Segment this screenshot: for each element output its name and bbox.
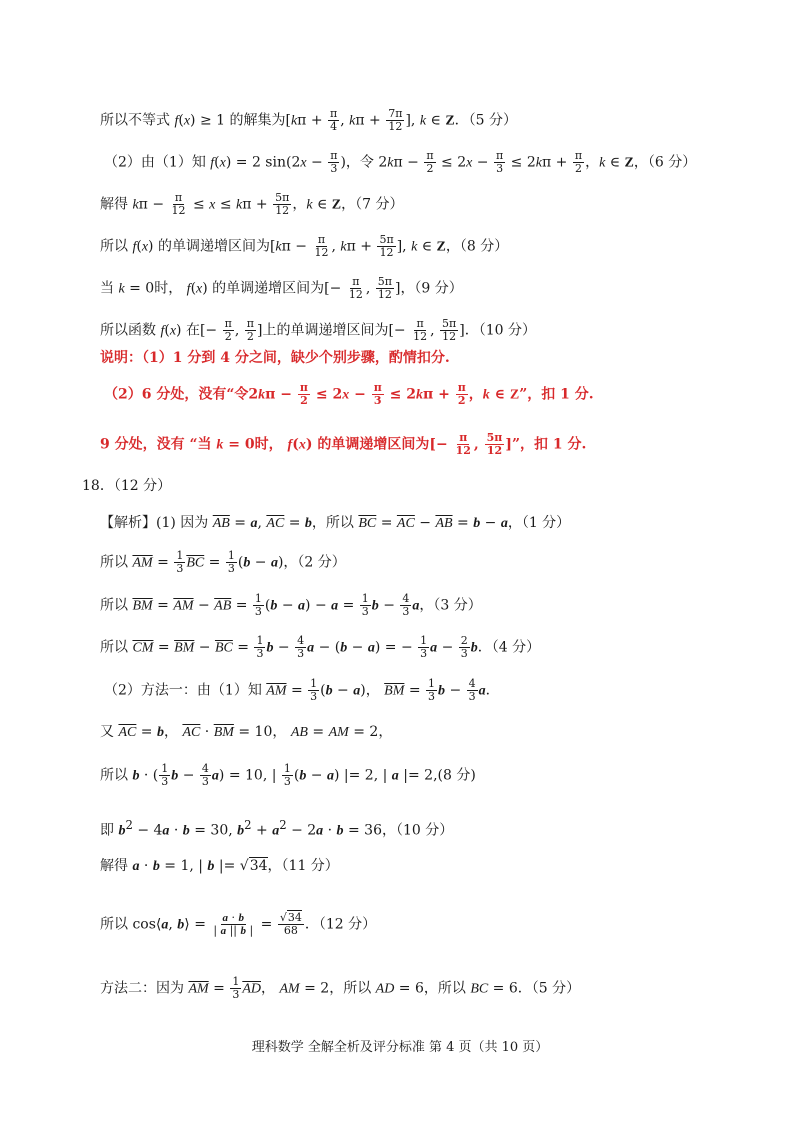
text: 的单调递增区间为 <box>317 436 430 453</box>
text: （8 分） <box>459 238 509 255</box>
solution-line: 【解析】(1) 因为 $\overline{AB} = a$, $\overline{AC} = b$，所以 $\overline{BC} = \overline{AC} - \overline{AB} = b - a$，（1 分） <box>100 515 571 531</box>
text: ，（7 分） <box>341 196 404 213</box>
text: 解得 <box>100 196 128 213</box>
text: ．（10 分） <box>464 322 536 339</box>
text: ．（4 分） <box>477 639 541 656</box>
text: 的单调递增区间为 <box>212 280 325 297</box>
text: 时， <box>254 436 283 453</box>
text: ．（5 分） <box>517 980 581 997</box>
text: ，所以 <box>423 980 466 997</box>
question-number: 18．（12 分） <box>82 478 172 494</box>
text: 所以 <box>100 916 128 933</box>
solution-line: 所以 $\overline{BM} = \overline{AM} - \overline{AB}$ = $\frac{1}{3}$ (b − a) − a = $\frac{1}{3}$ b − $\frac{4}{3}$ a，（3 分） <box>100 592 482 618</box>
solution-line: 解得 kπ − $\frac{\pi}{12}$ ≤ x ≤ kπ + $\frac{5\pi}{12}$ ，k ∈ Z，（7 分） <box>100 191 404 217</box>
text: ，（10 分） <box>381 822 454 839</box>
text: 时， <box>154 280 183 297</box>
text: 方法二：因为 <box>100 980 184 997</box>
text: 在 <box>185 322 200 339</box>
solution-line: （2）由（1）知 f(x) = 2 sin(2x − $\frac{\pi}{3}$ )，令 2kπ − $\frac{\pi}{2}$ ≤ 2x − $\frac{\pi}{3}$ ≤ 2kπ + $\frac{\pi}{2}$ ，k ∈ Z，（6 分） <box>104 149 697 175</box>
text: ”，扣 1 分. <box>511 436 587 453</box>
text: ”，扣 1 分. <box>519 386 594 403</box>
text: ，令 <box>345 154 374 171</box>
text: 所以不等式 <box>100 112 170 129</box>
text: （2）6 分处，没有“令 <box>104 386 249 403</box>
text: ,(8 分) <box>433 767 476 784</box>
text: （2）由（1）知 <box>104 154 206 171</box>
text: 的单调递增区间为 <box>157 238 270 255</box>
text: 9 分处，没有 “当 <box>100 436 212 453</box>
text: 解得 <box>100 858 128 874</box>
page-footer: 理科数学 全解全析及评分标准 第 4 页（共 10 页） <box>251 1040 549 1055</box>
text: 所以函数 <box>100 322 156 339</box>
text: ， <box>365 682 380 699</box>
solution-line: 即 $b^2 - 4a \cdot b = 30$, $b^2 + a^2 - 2a \cdot b = 36$，（10 分） <box>100 818 454 839</box>
grading-note: 9 分处，没有 “当 k = 0时， f(x) 的单调递增区间为[− $\frac{\pi}{12}$ , $\frac{5\pi}{12}$ ]”，扣 1 分. <box>100 431 587 457</box>
text: ， <box>260 980 275 997</box>
text: （2）方法一：由（1）知 <box>104 682 262 699</box>
text: 所以 <box>100 767 128 784</box>
text: ，（11 分） <box>267 858 339 874</box>
solution-line: 所以不等式 f(x) ≥ 1 的解集为[kπ + $\frac{\pi}{4}$ , kπ + $\frac{7\pi}{12}$ ], k ∈ Z．（5 分） <box>100 107 518 133</box>
text: ，所以 <box>311 515 354 531</box>
text: ，所以 <box>329 980 372 997</box>
solution-line: 所以 $\overline{CM} = \overline{BM} - \overline{BC}$ = $\frac{1}{3}$ b − $\frac{4}{3}$ a − (b − a) = − $\frac{1}{3}$ a − $\frac{2}{3}$ b．（4 分） <box>100 634 541 660</box>
text: 即 <box>100 822 114 839</box>
solution-line: 解得 a · b = 1, | b |= √34，（11 分） <box>100 858 339 874</box>
text: 所以 <box>100 597 128 614</box>
solution-line: 所以 b · ( $\frac{1}{3}$ b − $\frac{4}{3}$ a) = 10, | $\frac{1}{3}$ (b − a) |= 2, | a |= 2,(8 分) <box>100 762 476 788</box>
text: ，（6 分） <box>633 154 697 171</box>
solution-line: 方法二：因为 $\overline{AM}$ = $\frac{1}{3}$ $\overline{AD}$， AM = 2，所以 AD = 6，所以 BC = 6．（5 分） <box>100 975 581 1001</box>
text: 【解析】(1) 因为 <box>100 515 209 531</box>
solution-line: （2）方法一：由（1）知 $\overline{AM}$ = $\frac{1}{3}$ (b − a)， $\overline{BM}$ = $\frac{1}{3}$ b − $\frac{4}{3}$ a． <box>104 677 500 703</box>
text: 所以 <box>100 639 128 656</box>
text: ，（3 分） <box>419 597 482 614</box>
text: （5 分） <box>468 112 518 129</box>
text: 又 <box>100 724 114 740</box>
solution-line: 所以 cos⟨a, b⟩ = $\frac{a \cdot b}{| a || b |}$ = $\frac{√34}{68}$ ．（12 分） <box>100 911 377 937</box>
text: ，（1 分） <box>507 515 571 531</box>
text: ，（9 分） <box>400 280 463 297</box>
solution-line: 又 $\overline{AC} = b$， $\overline{AC} \cdot \overline{BM} = 10$， AB = AM = 2， <box>100 724 393 740</box>
text: 所以 <box>100 238 128 255</box>
text: 的解集为 <box>229 112 286 129</box>
solution-line: 所以 f(x) 的单调递增区间为[kπ − $\frac{\pi}{12}$ , kπ + $\frac{5\pi}{12}$ ], k ∈ Z，（8 分） <box>100 233 509 259</box>
text: ．（12 分） <box>304 916 377 933</box>
text: ， <box>378 724 393 740</box>
grading-note: 说明：（1）1 分到 4 分之间，缺少个别步骤，酌情扣分. <box>100 350 450 366</box>
solution-line: 所以函数 f(x) 在[− $\frac{\pi}{2}$ , $\frac{\pi}{2}$ ]上的单调递增区间为[− $\frac{\pi}{12}$ , $\frac{5\pi}{12}$ ]．（10 分） <box>100 317 536 343</box>
solution-line: 当 k = 0时， f(x) 的单调递增区间为[− $\frac{\pi}{12}$ , $\frac{5\pi}{12}$ ]，（9 分） <box>100 275 463 301</box>
text: 所以 <box>100 554 128 571</box>
text: ，（2 分） <box>283 554 346 571</box>
solution-line: 所以 $\overline{AM}$ = $\frac{1}{3}$ $\overline{BC}$ = $\frac{1}{3}$ (b − a)，（2 分） <box>100 549 346 575</box>
grading-note: （2）6 分处，没有“令2kπ − $\frac{\pi}{2}$ ≤ 2x − $\frac{\pi}{3}$ ≤ 2kπ + $\frac{\pi}{2}$ ，k ∈ Z”，扣 1 分. <box>104 381 594 407</box>
text: 当 <box>100 280 114 297</box>
text: 上的单调递增区间为 <box>262 322 389 339</box>
